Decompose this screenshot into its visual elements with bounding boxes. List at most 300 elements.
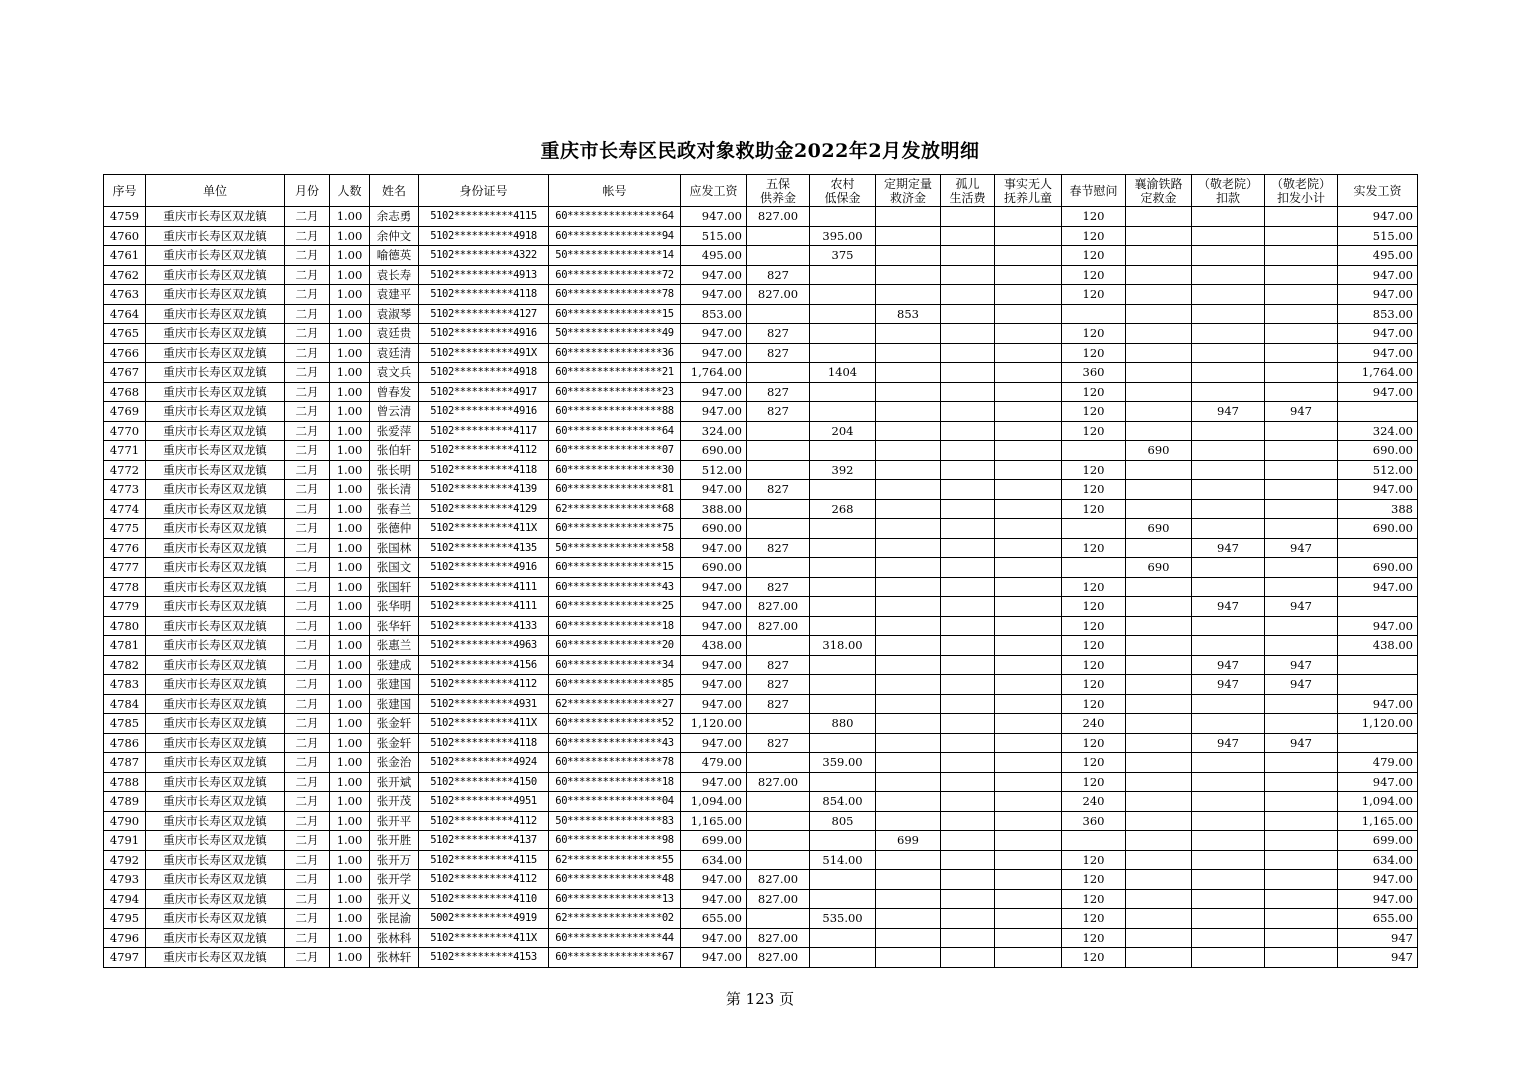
table-cell [876,733,941,753]
table-cell [941,636,995,656]
table-cell: 余仲文 [370,226,419,246]
table-row [104,577,1418,597]
table-cell: 二月 [285,421,330,441]
table-cell: 854.00 [810,792,876,812]
table-cell: 5102**********4112 [419,870,549,890]
table-cell [1265,753,1338,773]
table-cell: 1,165.00 [1338,811,1418,831]
table-cell: 5102**********411X [419,519,549,539]
table-cell: 827 [747,733,810,753]
table-cell [876,538,941,558]
table-cell: 1.00 [330,304,370,324]
table-cell [1265,636,1338,656]
table-cell: 袁长寿 [370,265,419,285]
table-row [104,889,1418,909]
table-cell: 60****************18 [549,772,681,792]
table-cell [1265,324,1338,344]
table-cell: 1.00 [330,441,370,461]
table-cell: 张林轩 [370,948,419,968]
table-cell: 120 [1062,480,1126,500]
table-cell: 853.00 [681,304,747,324]
table-cell [995,226,1062,246]
table-row [104,753,1418,773]
table-cell: 60****************04 [549,792,681,812]
table-cell: 240 [1062,714,1126,734]
table-cell: 947.00 [681,694,747,714]
column-header [681,175,747,207]
table-cell [1062,441,1126,461]
table-cell: 二月 [285,889,330,909]
table-cell: 947.00 [681,324,747,344]
table-cell [995,577,1062,597]
table-cell [810,870,876,890]
table-cell: 1.00 [330,948,370,968]
table-cell [941,694,995,714]
table-cell: 二月 [285,382,330,402]
table-cell [941,226,995,246]
table-cell: 324.00 [1338,421,1418,441]
table-cell: 1.00 [330,772,370,792]
column-header-line: 救济金 [889,190,926,205]
table-cell: 4772 [104,460,146,480]
table-cell: 张开平 [370,811,419,831]
table-cell: 二月 [285,538,330,558]
table-cell [995,870,1062,890]
table-cell [1126,480,1192,500]
table-cell: 947.00 [681,538,747,558]
table-cell: 5102**********4918 [419,226,549,246]
table-row [104,655,1418,675]
table-cell [810,382,876,402]
table-cell: 479.00 [1338,753,1418,773]
table-cell [995,655,1062,675]
table-cell: 二月 [285,772,330,792]
column-header [747,175,810,207]
table-cell [995,772,1062,792]
table-cell: 喻德英 [370,246,419,266]
table-cell: 827.00 [747,889,810,909]
table-cell: 1.00 [330,811,370,831]
table-cell: 60****************64 [549,207,681,227]
column-header-line: （敬老院） [1197,176,1258,191]
table-cell: 60****************43 [549,733,681,753]
column-header-line: 供养金 [759,190,796,205]
table-cell: 1.00 [330,889,370,909]
table-cell [1062,558,1126,578]
column-header-line: 春节慰问 [1069,183,1118,198]
table-cell: 120 [1062,694,1126,714]
table-cell: 二月 [285,850,330,870]
table-cell: 50****************14 [549,246,681,266]
table-cell: 5102**********4918 [419,363,549,383]
table-cell [995,694,1062,714]
table-cell: 120 [1062,597,1126,617]
table-cell [1126,285,1192,305]
table-cell [941,207,995,227]
table-cell: 重庆市长寿区双龙镇 [146,909,285,929]
table-cell: 1,165.00 [681,811,747,831]
table-cell [941,733,995,753]
table-cell [1126,811,1192,831]
table-cell: 827.00 [747,772,810,792]
table-cell: 5102**********4931 [419,694,549,714]
table-cell: 827.00 [747,928,810,948]
table-cell: 853.00 [1338,304,1418,324]
table-cell: 392 [810,460,876,480]
table-cell [1126,597,1192,617]
table-cell: 二月 [285,714,330,734]
table-cell [876,577,941,597]
table-cell: 60****************64 [549,421,681,441]
table-cell [810,343,876,363]
table-cell [810,480,876,500]
table-cell: 120 [1062,909,1126,929]
table-cell: 1.00 [330,265,370,285]
table-cell: 120 [1062,499,1126,519]
column-header [1126,175,1192,207]
table-cell [941,870,995,890]
table-cell: 二月 [285,694,330,714]
table-cell [1062,519,1126,539]
table-cell [876,675,941,695]
table-row [104,636,1418,656]
table-cell: 120 [1062,577,1126,597]
table-cell [1265,382,1338,402]
table-cell: 4779 [104,597,146,617]
table-cell [995,421,1062,441]
table-row [104,421,1418,441]
table-cell: 5102**********4917 [419,382,549,402]
table-row [104,246,1418,266]
table-cell: 5102**********4951 [419,792,549,812]
table-cell: 二月 [285,343,330,363]
table-cell: 827.00 [747,285,810,305]
table-cell: 947.00 [681,343,747,363]
table-cell: 5102**********4115 [419,850,549,870]
table-cell [810,694,876,714]
table-cell: 4770 [104,421,146,441]
table-cell: 50****************83 [549,811,681,831]
table-cell [995,792,1062,812]
table-row [104,363,1418,383]
table-cell: 947.00 [681,675,747,695]
table-cell [1192,382,1265,402]
table-cell: 60****************15 [549,304,681,324]
table-cell: 947.00 [1338,694,1418,714]
table-cell: 62****************02 [549,909,681,929]
table-cell [810,558,876,578]
table-cell: 重庆市长寿区双龙镇 [146,831,285,851]
table-cell [1126,421,1192,441]
table-cell: 120 [1062,324,1126,344]
table-cell [995,382,1062,402]
table-row [104,441,1418,461]
table-cell [1192,363,1265,383]
table-cell: 512.00 [1338,460,1418,480]
table-cell: 690.00 [681,558,747,578]
table-cell [1265,480,1338,500]
table-cell: 947.00 [1338,616,1418,636]
table-cell [995,948,1062,968]
table-cell [995,538,1062,558]
table-cell: 4784 [104,694,146,714]
table-cell: 60****************88 [549,402,681,422]
table-cell: 1.00 [330,850,370,870]
table-cell [1126,402,1192,422]
table-cell [1265,304,1338,324]
table-cell [1192,499,1265,519]
table-cell: 5102**********4127 [419,304,549,324]
table-cell [941,499,995,519]
column-header-line: 姓名 [381,183,406,198]
table-cell [810,928,876,948]
table-cell: 515.00 [1338,226,1418,246]
table-cell: 5102**********4137 [419,831,549,851]
table-cell: 947.00 [681,480,747,500]
table-cell: 5102**********4118 [419,733,549,753]
table-cell: 60****************85 [549,675,681,695]
table-cell [941,558,995,578]
table-cell: 1.00 [330,792,370,812]
table-cell [1338,655,1418,675]
table-cell: 重庆市长寿区双龙镇 [146,655,285,675]
table-row [104,597,1418,617]
table-cell [1126,636,1192,656]
table-cell: 1.00 [330,226,370,246]
table-cell: 60****************94 [549,226,681,246]
table-cell: 1.00 [330,207,370,227]
table-cell [1192,226,1265,246]
table-cell: 60****************78 [549,285,681,305]
table-cell: 120 [1062,460,1126,480]
table-cell: 1.00 [330,499,370,519]
table-cell: 1.00 [330,363,370,383]
table-row [104,265,1418,285]
column-header-line: 应发工资 [689,183,738,198]
table-cell: 1.00 [330,909,370,929]
table-cell [810,324,876,344]
column-header-line: 实发工资 [1353,183,1402,198]
table-cell: 120 [1062,675,1126,695]
table-cell [876,753,941,773]
table-cell: 827 [747,382,810,402]
table-row [104,460,1418,480]
table-cell: 4783 [104,675,146,695]
table-cell: 张开学 [370,870,419,890]
table-cell: 重庆市长寿区双龙镇 [146,304,285,324]
table-cell [747,753,810,773]
table-cell: 张建成 [370,655,419,675]
table-cell: 二月 [285,519,330,539]
table-row [104,811,1418,831]
table-cell [995,753,1062,773]
table-cell: 4791 [104,831,146,851]
column-header-line: 低保金 [824,190,861,205]
table-cell: 二月 [285,616,330,636]
table-cell: 重庆市长寿区双龙镇 [146,421,285,441]
table-cell [876,343,941,363]
table-cell [1265,928,1338,948]
table-cell: 318.00 [810,636,876,656]
table-cell: 62****************55 [549,850,681,870]
table-cell [810,772,876,792]
column-header-line: 扣发小计 [1276,190,1325,205]
table-cell: 827 [747,694,810,714]
column-header-line: 事实无人 [1003,176,1052,191]
table-cell: 重庆市长寿区双龙镇 [146,811,285,831]
table-cell [747,421,810,441]
table-cell [876,655,941,675]
table-cell: 4775 [104,519,146,539]
table-cell: 655.00 [1338,909,1418,929]
table-row [104,714,1418,734]
table-cell: 袁廷清 [370,343,419,363]
table-cell: 二月 [285,811,330,831]
table-cell: 二月 [285,480,330,500]
table-cell [1126,714,1192,734]
table-cell [1192,265,1265,285]
table-cell: 60****************48 [549,870,681,890]
table-cell [941,714,995,734]
table-cell: 4774 [104,499,146,519]
table-cell: 1.00 [330,577,370,597]
table-cell: 60****************72 [549,265,681,285]
table-cell [876,850,941,870]
table-cell: 张开斌 [370,772,419,792]
table-cell: 1.00 [330,694,370,714]
table-cell [995,246,1062,266]
table-cell: 1.00 [330,655,370,675]
table-cell: 1.00 [330,616,370,636]
table-cell: 二月 [285,675,330,695]
table-cell: 947 [1265,538,1338,558]
table-cell [1126,909,1192,929]
table-cell: 袁淑琴 [370,304,419,324]
table-cell: 二月 [285,948,330,968]
table-cell: 360 [1062,363,1126,383]
table-cell [1192,558,1265,578]
table-cell [810,655,876,675]
table-cell: 5102**********4135 [419,538,549,558]
table-cell: 二月 [285,577,330,597]
table-cell [1338,675,1418,695]
table-cell: 二月 [285,363,330,383]
table-cell: 515.00 [681,226,747,246]
table-cell [1192,928,1265,948]
table-cell [941,421,995,441]
table-cell [941,850,995,870]
table-cell [995,519,1062,539]
column-header-line: 定期定量 [883,176,932,191]
table-cell: 4761 [104,246,146,266]
table-cell [876,382,941,402]
table-cell: 655.00 [681,909,747,929]
table-cell [1265,616,1338,636]
table-cell: 张金轩 [370,733,419,753]
table-cell: 1.00 [330,675,370,695]
table-row [104,480,1418,500]
table-cell: 947 [1192,675,1265,695]
table-cell: 947.00 [681,597,747,617]
table-cell [876,207,941,227]
table-cell: 120 [1062,382,1126,402]
table-cell: 重庆市长寿区双龙镇 [146,850,285,870]
table-cell [1192,480,1265,500]
table-cell: 5102**********4322 [419,246,549,266]
column-header-line: 抚养儿童 [1003,190,1052,205]
table-cell: 张德仲 [370,519,419,539]
table-cell: 4762 [104,265,146,285]
table-cell: 1.00 [330,246,370,266]
table-cell: 重庆市长寿区双龙镇 [146,714,285,734]
column-header [146,175,285,207]
table-row [104,675,1418,695]
table-cell [810,675,876,695]
table-cell: 947.00 [681,733,747,753]
column-header [810,175,876,207]
table-cell: 1.00 [330,733,370,753]
table-cell: 827 [747,577,810,597]
table-cell: 张金治 [370,753,419,773]
table-cell [995,636,1062,656]
table-cell: 1.00 [330,324,370,344]
table-cell: 120 [1062,207,1126,227]
table-cell: 二月 [285,909,330,929]
table-cell: 947 [1265,655,1338,675]
table-cell: 二月 [285,226,330,246]
table-cell [941,909,995,929]
table-cell: 4785 [104,714,146,734]
table-cell [941,577,995,597]
table-row [104,792,1418,812]
table-cell: 120 [1062,343,1126,363]
table-cell: 二月 [285,636,330,656]
table-cell: 1.00 [330,421,370,441]
table-cell [1126,363,1192,383]
table-cell: 重庆市长寿区双龙镇 [146,519,285,539]
table-cell [995,363,1062,383]
table-cell: 重庆市长寿区双龙镇 [146,382,285,402]
table-cell [941,324,995,344]
table-cell [1192,285,1265,305]
table-cell [1126,343,1192,363]
table-cell: 张林科 [370,928,419,948]
table-cell: 4780 [104,616,146,636]
table-cell: 二月 [285,733,330,753]
table-cell: 5102**********4110 [419,889,549,909]
table-cell [810,948,876,968]
table-cell [1192,324,1265,344]
column-header [1192,175,1265,207]
table-row [104,733,1418,753]
table-cell: 1.00 [330,636,370,656]
table-cell [1265,519,1338,539]
table-cell [1192,772,1265,792]
table-cell: 重庆市长寿区双龙镇 [146,733,285,753]
table-cell: 947 [1192,655,1265,675]
table-row [104,538,1418,558]
table-cell: 947.00 [681,889,747,909]
table-cell [747,714,810,734]
table-cell [941,772,995,792]
table-cell: 690.00 [1338,558,1418,578]
table-cell: 5102**********411X [419,928,549,948]
table-cell: 880 [810,714,876,734]
table-cell [1192,850,1265,870]
table-cell: 690.00 [681,441,747,461]
table-cell [876,772,941,792]
table-cell [941,655,995,675]
